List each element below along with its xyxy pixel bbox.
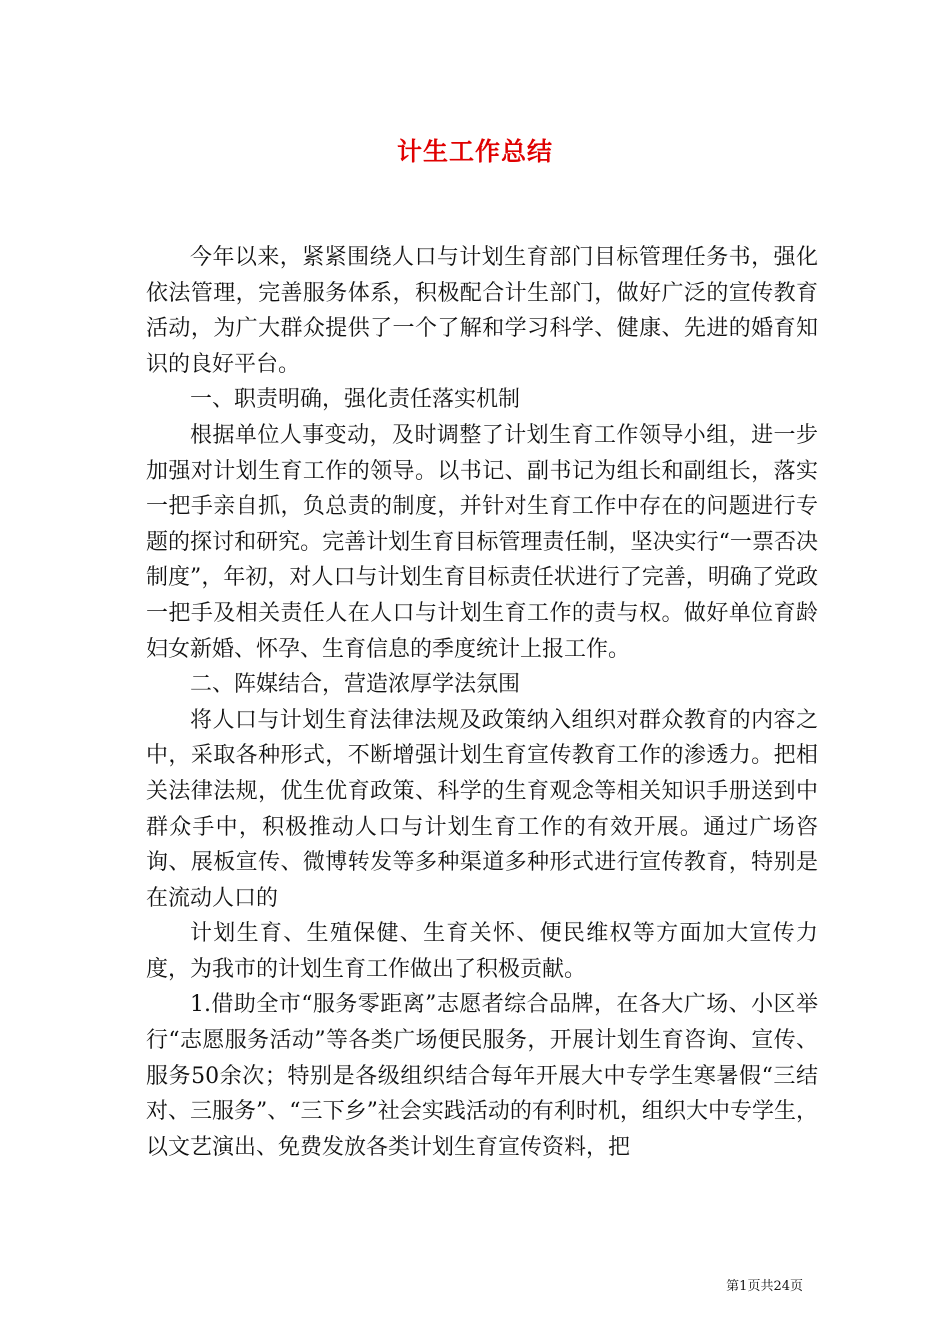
paragraph-section-1: 根据单位人事变动，及时调整了计划生育工作领导小组，进一步加强对计划生育工作的领导。以书记、副书记为组长和副组长，落实一把手亲自抓，负总责的制度，并针对生育工作中存在的问题进行专题的探讨和研究。完善计划生育目标管理责任制，坚决实行“一票否决制度”，年初，对人口与计划生育目标责任状进行了完善，明确了党政一把手及相关责任人在人口与计划生育工作的责与权。做好单位育龄妇女新婚、怀孕、生育信息的季度统计上报工作。 [146, 422, 818, 662]
section-heading-1: 一、职责明确，强化责任落实机制 [190, 387, 521, 413]
paragraph-section-2a: 将人口与计划生育法律法规及政策纳入组织对群众教育的内容之中，采取各种形式，不断增强计划生育宣传教育工作的渗透力。把相关法律法规，优生优育政策、科学的生育观念等相关知识手册送到中群众手中，积极推动人口与计划生育工作的有效开展。通过广场咨询、展板宣传、微博转发等多种渠道多种形式进行宣传教育，特别是在流动人口的 [146, 707, 818, 911]
document-title: 计生工作总结 [396, 137, 553, 166]
document-body [146, 240, 818, 1165]
paragraph-item-1: 1.借助全市“服务零距离”志愿者综合品牌，在各大广场、小区举行“志愿服务活动”等各类广场便民服务，开展计划生育咨询、宣传、服务50余次；特别是各级组织结合每年开展大中专学生寒暑假“三结对、三服务”、“三下乡”社会实践活动的有利时机，组织大中专学生，以文艺演出、免费发放各类计划生育宣传资料，把 [146, 992, 818, 1160]
paragraph-section-2b: 计划生育、生殖保健、生育关怀、便民维权等方面加大宣传力度，为我市的计划生育工作做出了积极贡献。 [146, 921, 818, 982]
page-number-footer: 第1页共24页 [726, 1279, 803, 1294]
section-heading-2: 二、阵媒结合，营造浓厚学法氛围 [190, 672, 521, 698]
paragraph-intro: 今年以来，紧紧围绕人口与计划生育部门目标管理任务书，强化依法管理，完善服务体系，积极配合计生部门，做好广泛的宣传教育活动，为广大群众提供了一个了解和学习科学、健康、先进的婚育知识的良好平台。 [146, 245, 818, 377]
